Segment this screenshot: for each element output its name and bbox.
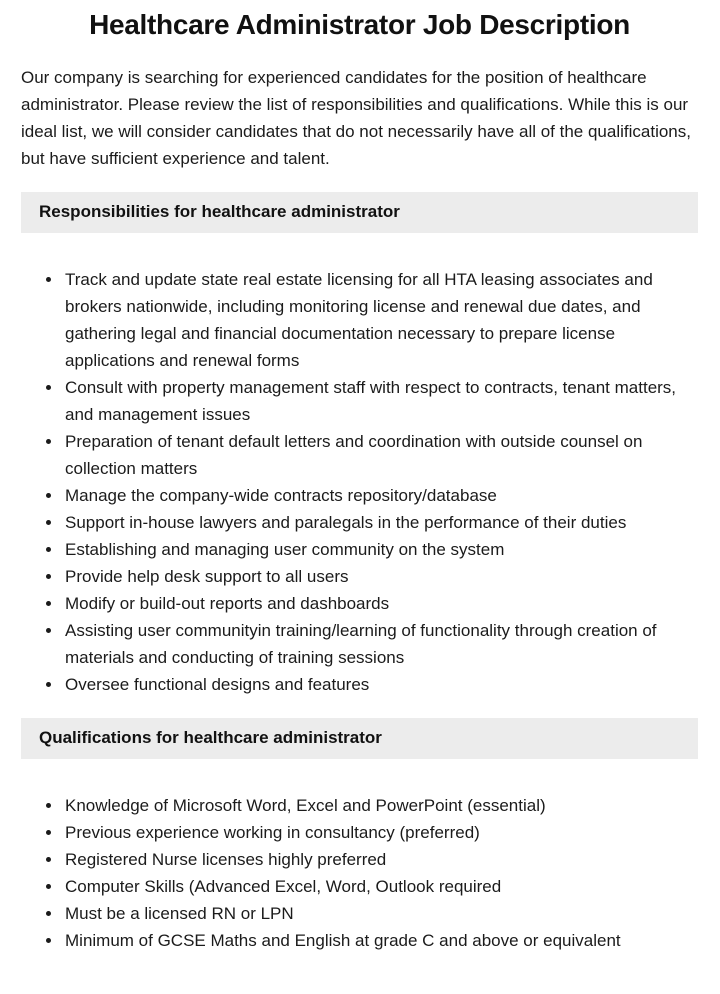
responsibilities-list xyxy=(21,266,698,698)
list-item: • Assisting user communityin training/learning of functionality through creation of materials and conducting of training sessions xyxy=(63,617,698,671)
list-item: • Track and update state real estate licensing for all HTA leasing associates and brokers nationwide, including monitoring license and renewal due dates, and gathering legal and financial documentation necessary to prepare license applications and renewal forms xyxy=(63,266,698,374)
list-item: • Previous experience working in consultancy (preferred) xyxy=(63,819,698,846)
list-item: • Must be a licensed RN or LPN xyxy=(63,900,698,927)
list-item: • Computer Skills (Advanced Excel, Word, Outlook required xyxy=(63,873,698,900)
qualifications-list xyxy=(21,792,698,954)
list-item: • Oversee functional designs and features xyxy=(63,671,698,698)
list-item: • Consult with property management staff with respect to contracts, tenant matters, and management issues xyxy=(63,374,698,428)
list-item: • Establishing and managing user community on the system xyxy=(63,536,698,563)
list-item: • Registered Nurse licenses highly preferred xyxy=(63,846,698,873)
list-item: • Knowledge of Microsoft Word, Excel and PowerPoint (essential) xyxy=(63,792,698,819)
intro-paragraph: Our company is searching for experienced candidates for the position of healthcare administrator. Please review the list of responsibilities and qualifications. While this is our ideal list, we will consider candidates that do not necessarily have all of the qualifications, but have sufficient experience and talent. xyxy=(21,67,691,168)
responsibilities-section-header: Responsibilities for healthcare administrator xyxy=(21,192,698,233)
list-item: • Support in-house lawyers and paralegals in the performance of their duties xyxy=(63,509,698,536)
page-title: Healthcare Administrator Job Description xyxy=(89,9,630,40)
qualifications-section-header: Qualifications for healthcare administrator xyxy=(21,718,698,759)
list-item: • Modify or build-out reports and dashboards xyxy=(63,590,698,617)
list-item: • Preparation of tenant default letters and coordination with outside counsel on collection matters xyxy=(63,428,698,482)
list-item: • Minimum of GCSE Maths and English at grade C and above or equivalent xyxy=(63,927,698,954)
list-item: • Manage the company-wide contracts repository/database xyxy=(63,482,698,509)
list-item: • Provide help desk support to all users xyxy=(63,563,698,590)
